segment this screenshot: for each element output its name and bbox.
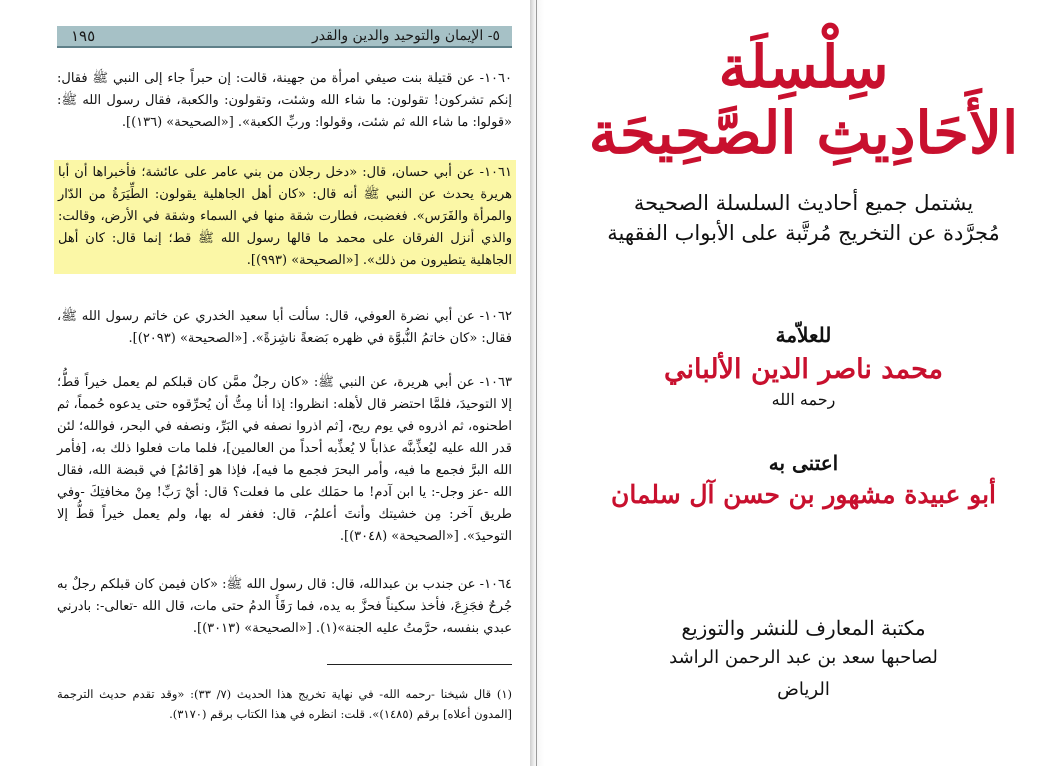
hadith-text: ١٠٦٣- عن أبي هريرة، عن النبي ﷺ: «كان رجلٌ ممَّن كان قبلكم لم يعمل خيراً قطُّ؛ إلا التوحيدَ، فلمَّا احتضر قال لأهله: انظروا: إذا أنا مِتُّ أن يُحرِّقوه حتى يدعوه حُمماً، ثم اطحنوه، ثم اذروه في يوم ريح، [ثم اذروا نصفه في البَرِّ، ونصفه في البحر، فوالله؛ لئن قدر الله عليه ليُعذِّبنَّه عذاباً لا يُعذِّبه أحداً من العالمين]، فلما مات فعلوا ذلك به، [فأمر الله البرَّ فجمع ما فيه، وأمر البحرَ فجمع ما فيه]، فإذا هو [قائمٌ] في قبضة الله، فقال الله -عز وجل-: يا ابن آدم! ما حمَلك على ما فعلت؟ قال: أيْ رَبِّ! مِنْ مخافتِكَ -وفي طريق آخر: مِن خشيتك وأنتَ أعلمُ-، قال: فغفر له بها، ولم يعمل خيراً قطُّ إلا التوحيدَ». [«الصحيحة» (٣٠٤٨)]. bbox=[57, 375, 512, 544]
author-name: محمد ناصر الدين الألباني bbox=[664, 354, 943, 385]
cover-title-line2: الأَحَادِيثِ الصَّحِيحَة bbox=[588, 99, 1019, 167]
hadith-text: ١٠٦١- عن أبي حسان، قال: «دخل رجلان من بني عامر على عائشة؛ فأخبراها أن أبا هريرة يحدث عن النبي ﷺ أنه قال: «كان أهل الجاهلية يقولون: الطِّيَرَةُ من الدّار والمرأة والفَرَس». فغضبت، فطارت شقة منها في السماء وشقة في الأرض، وقالت: والذي أنزل الفرقان على محمد ما قالها رسول الله ﷺ قط؛ إنما قال: كان أهل الجاهلية يتطيرون من ذلك». [«الصحيحة» (٩٩٣)]. bbox=[58, 165, 512, 268]
gutter-line bbox=[536, 0, 537, 766]
page-header bbox=[57, 26, 512, 48]
cover-subtitle-line1: يشتمل جميع أحاديث السلسلة الصحيحة bbox=[633, 191, 974, 215]
cover-subtitle bbox=[544, 188, 1063, 248]
footnote: (١) قال شيخنا -رحمه الله- في نهاية تخريج هذا الحديث (٧/ ٣٣): «وقد تقدم حديث الترجمة [المدون أعلاه] برقم (١٤٨٥)». قلت: انظره في هذا الكتاب برقم (٣١٧٠). bbox=[57, 687, 513, 721]
by-label: للعلاّمة bbox=[775, 323, 832, 347]
hadith-1062 bbox=[57, 306, 512, 350]
edited-by-label: اعتنى به bbox=[768, 451, 839, 475]
hadith-1063 bbox=[57, 372, 512, 548]
hadith-1061-highlighted bbox=[54, 160, 516, 274]
page-number: ١٩٥ bbox=[71, 27, 96, 45]
footnote-divider bbox=[327, 664, 512, 665]
hadith-text: ١٠٦٠- عن قتيلة بنت صيفي امرأة من جهينة، قالت: إن حبراً جاء إلى النبي ﷺ فقال: إنكم تشركون! تقولون: ما شاء الله وشئت، وتقولون: والكعبة، فقال رسول الله ﷺ: «قولوا: ما شاء الله ثم شئت، وقولوا: وربِّ الكعبة». [«الصحيحة» (١٣٦)]. bbox=[57, 71, 512, 130]
book-gutter bbox=[530, 0, 544, 766]
chapter-title: ٥- الإيمان والتوحيد والدين والقدر bbox=[312, 28, 500, 44]
cover-subtitle-line2: مُجرَّدة عن التخريج مُرتَّبة على الأبواب الفقهية bbox=[607, 221, 1000, 245]
author-honorific: رحمه الله bbox=[771, 390, 836, 409]
left-page bbox=[0, 0, 530, 766]
publisher-city: الرياض bbox=[777, 679, 830, 700]
cover-page bbox=[544, 0, 1063, 766]
hadith-1064 bbox=[57, 574, 512, 640]
cover-title-line1: سِلْسِلَة bbox=[718, 33, 889, 101]
publisher-name: مكتبة المعارف للنشر والتوزيع bbox=[681, 616, 926, 640]
hadith-text: ١٠٦٢- عن أبي نضرة العوفي، قال: سألت أبا سعيد الخدري عن خاتم رسول الله ﷺ، فقال: «كان خاتمُ النُّبوَّة في ظهره بَضعةً ناشِزةً». [«الصحيحة» (٢٠٩٣)]. bbox=[57, 309, 512, 346]
publisher-owner: لصاحبها سعد بن عبد الرحمن الراشد bbox=[669, 647, 938, 668]
editor-name: أبو عبيدة مشهور بن حسن آل سلمان bbox=[610, 480, 996, 509]
hadith-1060 bbox=[57, 68, 512, 134]
hadith-text: ١٠٦٤- عن جندب بن عبدالله، قال: قال رسول الله ﷺ: «كان فيمن كان قبلكم رجلٌ به جُرحٌ فجَزِعَ، فأخذ سكيناً فحزَّ به يده، فما رَقَأَ الدمُ حتى مات، قال الله -تعالى-: بادرني عبدي بنفسه، حرَّمتُ عليه الجنة»(١). [«الصحيحة» (٣٠١٣)]. bbox=[57, 577, 512, 636]
